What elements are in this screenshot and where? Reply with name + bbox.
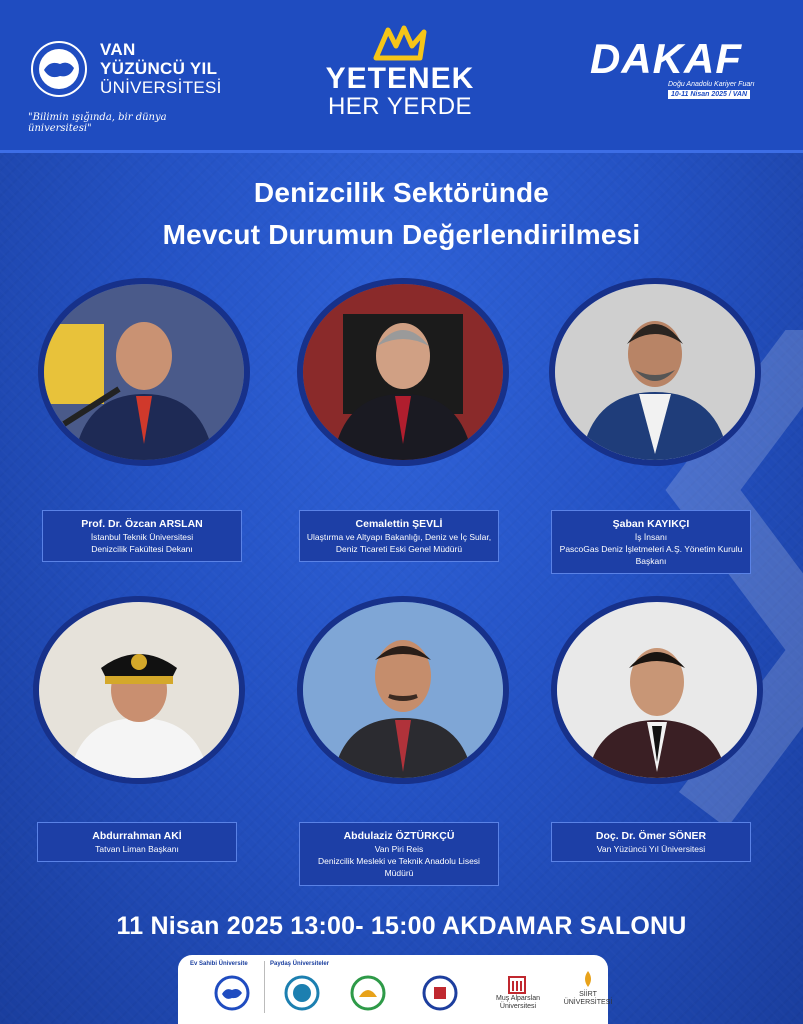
- speaker-title-line1: Van Piri Reis: [374, 844, 424, 854]
- speaker-card: [37, 822, 237, 862]
- speaker-photo: [38, 278, 250, 466]
- partner-university-5-name: [556, 991, 620, 1007]
- header-bar: [0, 0, 803, 150]
- partner-university-4-logo-icon: [505, 975, 529, 995]
- speaker-card: [551, 822, 751, 862]
- partner-university-1-logo-icon: [284, 975, 320, 1011]
- speaker-title-line2: PascoGas Deniz İşletmeleri A.Ş. Yönetim Kurulu Başkanı: [559, 544, 743, 566]
- speaker-photo: [549, 278, 761, 466]
- speaker-title-line1: Van Yüzüncü Yıl Üniversitesi: [596, 844, 706, 854]
- title-line2: Mevcut Durumun Değerlendirilmesi: [162, 219, 641, 250]
- partners-label: Paydaş Üniversiteler: [270, 961, 330, 967]
- speaker-photo: [297, 596, 509, 784]
- partner-university-5-logo-icon: [576, 969, 600, 989]
- partner-university-5-name-line1: SİİRT: [579, 991, 597, 998]
- fair-dates: 10-11 Nisan 2025 / VAN: [668, 90, 750, 99]
- speaker-title-line1: Tatvan Liman Başkanı: [95, 844, 179, 854]
- speaker-title-line2: Denizcilik Mesleki ve Teknik Anadolu Lisesi Müdürü: [318, 856, 480, 878]
- speaker-card: [551, 510, 751, 574]
- partner-university-5-name-line2: ÜNİVERSİTESİ: [563, 999, 613, 1006]
- speaker-card: [299, 822, 499, 886]
- university-name-line2: YÜZÜNCÜ YIL: [100, 59, 218, 78]
- partner-university-3-logo-icon: [422, 975, 458, 1011]
- speaker-6-portrait: [557, 602, 757, 778]
- partner-university-4-name-line1: Muş Alparslan: [496, 995, 540, 1002]
- university-name: [100, 40, 240, 97]
- university-name-line3: ÜNİVERSİTESİ: [100, 78, 222, 97]
- speaker-1-portrait: [44, 284, 244, 460]
- university-name-line1: VAN: [100, 40, 136, 59]
- crown-icon: [368, 24, 432, 64]
- speaker-5-portrait: [303, 602, 503, 778]
- speaker-name: Doç. Dr. Ömer SÖNER: [595, 830, 707, 842]
- partner-university-2-logo-icon: [350, 975, 386, 1011]
- university-seal-icon: [30, 38, 88, 100]
- university-slogan: "Bilimin ışığında, bir dünya üniversitesi": [28, 112, 167, 134]
- page-title: [0, 172, 803, 256]
- speaker-name: Abdurrahman AKİ: [92, 830, 182, 842]
- speaker-name: Cemalettin ŞEVLİ: [355, 518, 443, 530]
- event-datetime: 11 Nisan 2025 13:00- 15:00 AKDAMAR SALONU: [116, 912, 687, 940]
- host-label: Ev Sahibi Üniversite: [190, 961, 248, 967]
- speaker-card: [42, 510, 242, 562]
- fair-name: DAKAF: [590, 35, 742, 82]
- speaker-title-line1: İş İnsanı: [634, 532, 668, 542]
- speaker-4-portrait: [39, 602, 239, 778]
- speaker-title-line2: Denizcilik Fakültesi Dekanı: [91, 544, 193, 554]
- speaker-2-portrait: [303, 284, 503, 460]
- speaker-card: [299, 510, 499, 562]
- speaker-photo: [297, 278, 509, 466]
- speaker-photo: [551, 596, 763, 784]
- speaker-title-line1: İstanbul Teknik Üniversitesi: [90, 532, 194, 542]
- speaker-photo: [33, 596, 245, 784]
- speaker-title-line1: Ulaştırma ve Altyapı Bakanlığı, Deniz ve İç Sular,: [306, 532, 492, 542]
- fair-subtitle: Doğu Anadolu Kariyer Fuarı: [668, 81, 755, 88]
- title-line1: Denizcilik Sektöründe: [253, 177, 550, 208]
- event-brand-line1: YETENEK: [325, 62, 475, 95]
- speaker-name: Prof. Dr. Özcan ARSLAN: [81, 518, 203, 530]
- event-brand-line2: HER YERDE: [327, 93, 473, 120]
- speaker-name: Şaban KAYIKÇI: [612, 518, 690, 530]
- host-university-logo-icon: [214, 975, 250, 1011]
- footer-logos: [178, 955, 613, 1024]
- speaker-3-portrait: [555, 284, 755, 460]
- speaker-name: Abdulaziz ÖZTÜRKÇÜ: [343, 830, 455, 842]
- footer-divider: [264, 961, 265, 1013]
- speaker-title-line2: Deniz Ticareti Eski Genel Müdürü: [335, 544, 463, 554]
- partner-university-4-name: [483, 995, 553, 1011]
- partner-university-4-name-line2: Üniversitesi: [499, 1003, 537, 1010]
- fair-subtitle-block: [668, 80, 778, 99]
- event-brand-logo: [310, 24, 490, 120]
- header-divider: [0, 150, 803, 153]
